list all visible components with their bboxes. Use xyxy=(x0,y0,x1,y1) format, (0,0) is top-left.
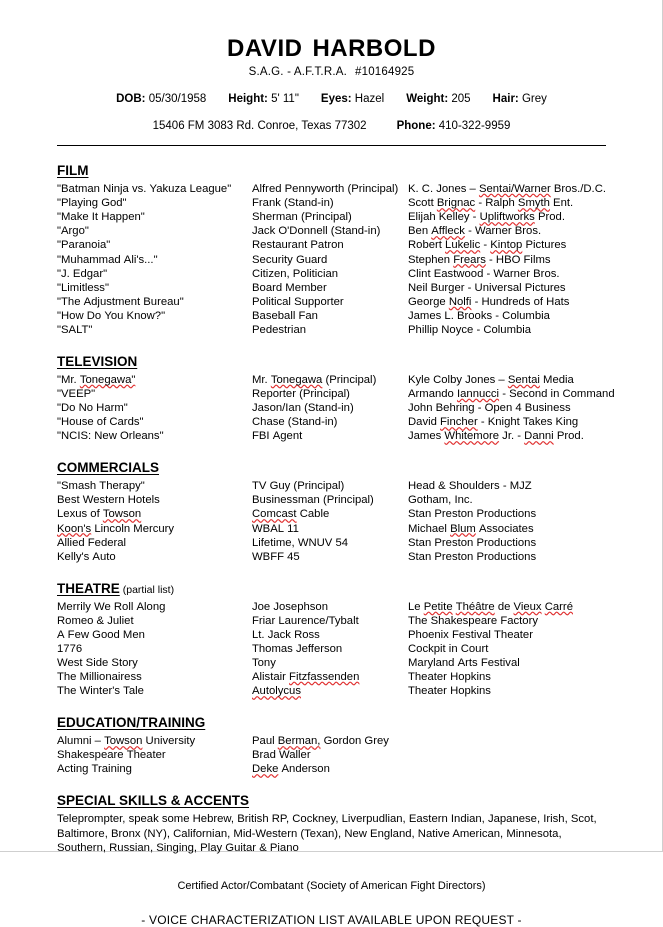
credit-role: FBI Agent xyxy=(252,430,303,443)
union-line xyxy=(57,66,606,78)
credit-row xyxy=(57,670,606,684)
section-note: (partial list) xyxy=(122,583,175,596)
contact-line xyxy=(57,120,606,132)
credit-role: Joe Josephson xyxy=(252,600,328,613)
credit-title: West Side Story xyxy=(57,657,138,669)
credit-row xyxy=(57,614,606,628)
credit-row xyxy=(57,536,606,550)
credit-title: Acting Training xyxy=(57,763,132,776)
weight-value: 205 xyxy=(451,93,471,106)
skills-text: Teleprompter, speak some Hebrew, British RP, Cockney, Liverpudlian, Eastern Indian, Japanese, Irish, Scot, Baltimore, Bronx (NY), Californian, Mid-Western (Texan), New England, Native American, Minnesota, Southern, Russian, Singing, Play Guitar & Piano xyxy=(57,813,597,855)
credit-row xyxy=(57,323,606,337)
voice-characterization-note: - VOICE CHARACTERIZATION LIST AVAILABLE UPON REQUEST - xyxy=(141,913,522,927)
resume-content xyxy=(57,0,615,927)
section-title: THEATRE xyxy=(57,580,120,596)
credit-list xyxy=(57,600,606,699)
dob-label: DOB: xyxy=(116,93,146,106)
credit-role: Baseball Fan xyxy=(252,309,318,322)
credit-list xyxy=(57,373,615,443)
credit-company: Head & Shoulders - MJZ xyxy=(408,480,532,493)
union-id: #10164925 xyxy=(355,66,415,79)
credit-company xyxy=(408,734,606,748)
section-title: FILM xyxy=(57,163,89,179)
credit-company: Theater Hopkins xyxy=(408,685,491,698)
credit-role: Alfred Pennyworth (Principal) xyxy=(252,183,399,196)
hair-value: Grey xyxy=(521,93,547,106)
credit-role: Jack O'Donnell (Stand-in) xyxy=(252,225,381,238)
credit-company: David Fincher - Knight Takes King xyxy=(408,416,579,429)
credit-row xyxy=(57,182,606,196)
credit-title: "Limitless" xyxy=(57,281,109,294)
credit-row xyxy=(57,309,606,323)
credit-list xyxy=(57,734,606,776)
credit-row xyxy=(57,281,606,295)
credit-company: Robert Lukelic - Kintop Pictures xyxy=(408,239,567,252)
credit-title: "SALT" xyxy=(57,323,93,336)
union-affiliations: S.A.G. - A.F.T.R.A. xyxy=(248,66,347,79)
credit-company: Stan Preston Productions xyxy=(408,508,537,521)
first-name: DAVID xyxy=(227,35,303,62)
credit-company: Clint Eastwood - Warner Bros. xyxy=(408,267,560,280)
credit-company: James Whitemore Jr. - Danni Prod. xyxy=(408,430,584,443)
certification-note: Certified Actor/Combatant (Society of American Fight Directors) xyxy=(177,880,486,893)
credit-role: TV Guy (Principal) xyxy=(252,480,345,493)
section-title: SPECIAL SKILLS & ACCENTS xyxy=(57,793,250,809)
credit-company: Le Petite Théâtre de Vieux Carré xyxy=(408,600,573,613)
credit-role: Alistair Fitzfassenden xyxy=(252,671,360,684)
height-label: Height: xyxy=(228,93,268,106)
credit-row xyxy=(57,401,606,415)
credit-company: Stan Preston Productions xyxy=(408,536,537,549)
credit-row xyxy=(57,628,606,642)
credit-row xyxy=(57,550,606,564)
credit-title: Best Western Hotels xyxy=(57,494,160,507)
credit-row xyxy=(57,373,606,387)
credit-title: "Make It Happen" xyxy=(57,211,145,224)
credit-row xyxy=(57,479,606,493)
credit-row xyxy=(57,684,606,698)
credit-role: Jason/Ian (Stand-in) xyxy=(252,402,354,415)
credit-list xyxy=(57,182,606,337)
section-heading xyxy=(57,355,606,370)
section-heading xyxy=(57,461,606,476)
credit-company: Kyle Colby Jones – Sentai Media xyxy=(408,373,574,386)
credit-company: James L. Brooks - Columbia xyxy=(408,309,550,322)
eyes-label: Eyes: xyxy=(320,93,352,106)
credit-company xyxy=(408,762,606,776)
dob-group xyxy=(116,93,206,105)
credit-role: Lifetime, WNUV 54 xyxy=(252,536,349,549)
credit-company xyxy=(408,748,606,762)
credit-title: "Argo" xyxy=(57,225,89,238)
credit-title: Koon's Lincoln Mercury xyxy=(57,522,175,535)
credit-role: Frank (Stand-in) xyxy=(252,197,334,210)
credit-title: The Millionairess xyxy=(57,671,142,684)
credit-role: Chase (Stand-in) xyxy=(252,416,338,429)
credit-company: Ben Affleck - Warner Bros. xyxy=(408,225,542,238)
credit-title: "House of Cards" xyxy=(57,416,144,429)
credit-title: "Batman Ninja vs. Yakuza League" xyxy=(57,183,232,196)
credit-title: A Few Good Men xyxy=(57,628,145,641)
credit-role: Paul Berman, Gordon Grey xyxy=(252,735,389,748)
credit-role: Security Guard xyxy=(252,253,328,266)
credit-title: "VEEP" xyxy=(57,388,96,400)
credit-company: John Behring - Open 4 Business xyxy=(408,402,571,415)
header-divider xyxy=(57,145,606,146)
credit-title: "Paranoia" xyxy=(57,239,111,252)
credit-role: Lt. Jack Ross xyxy=(252,628,320,641)
credit-row xyxy=(57,238,606,252)
last-name: HARBOLD xyxy=(312,35,436,62)
credit-role: Deke Anderson xyxy=(252,763,330,776)
credit-row xyxy=(57,387,615,401)
credit-role: Thomas Jefferson xyxy=(252,642,343,655)
credit-title: 1776 xyxy=(57,642,83,655)
credit-company: Maryland Arts Festival xyxy=(408,657,520,669)
credit-role: Friar Laurence/Tybalt xyxy=(252,614,359,627)
credit-title: "J. Edgar" xyxy=(57,267,108,280)
section-television xyxy=(57,354,615,443)
credit-title: Alumni – Towson University xyxy=(57,735,196,748)
credit-company: Scott Brignac - Ralph Smyth Ent. xyxy=(408,197,574,210)
weight-group xyxy=(406,93,470,105)
section-film xyxy=(57,164,606,337)
credit-row xyxy=(57,762,606,776)
credit-row xyxy=(57,429,606,443)
credit-role: Sherman (Principal) xyxy=(252,211,352,224)
hair-group xyxy=(493,93,547,105)
eyes-group xyxy=(321,93,384,105)
credit-role: Autolycus xyxy=(252,685,301,698)
credit-company: The Shakespeare Factory xyxy=(408,614,538,627)
credit-title: "How Do You Know?" xyxy=(57,309,166,322)
credit-row xyxy=(57,210,606,224)
section-commercials xyxy=(57,461,606,563)
credit-role: Pedestrian xyxy=(252,323,307,336)
credit-company: George Nolfi - Hundreds of Hats xyxy=(408,295,570,308)
dob-value: 05/30/1958 xyxy=(148,93,207,106)
section-theatre xyxy=(57,582,606,699)
credit-company: Theater Hopkins xyxy=(408,671,491,684)
credit-company: Gotham, Inc. xyxy=(408,494,473,507)
credit-title: Shakespeare Theater xyxy=(57,749,166,762)
credit-title: Allied Federal xyxy=(57,536,127,549)
credit-row xyxy=(57,600,606,614)
section-title: COMMERCIALS xyxy=(57,460,159,476)
phone-value: 410-322-9959 xyxy=(438,120,511,133)
section-special-skills xyxy=(57,794,606,856)
credit-title: Kelly's Auto xyxy=(57,550,116,563)
phone-label: Phone: xyxy=(396,120,436,133)
credit-title: Lexus of Towson xyxy=(57,508,142,521)
height-value: 5' 11" xyxy=(271,93,299,106)
mailing-address: 15406 FM 3083 Rd. Conroe, Texas 77302 xyxy=(152,120,367,133)
eyes-value: Hazel xyxy=(354,93,385,106)
credit-role: Restaurant Patron xyxy=(252,239,344,252)
credit-role: Board Member xyxy=(252,281,327,294)
section-title: TELEVISION xyxy=(57,354,138,370)
credit-row xyxy=(57,507,606,521)
credit-company: Armando Iannucci - Second in Command xyxy=(408,388,615,400)
credit-row xyxy=(57,748,606,762)
credit-title: Merrily We Roll Along xyxy=(57,600,166,613)
section-title: EDUCATION/TRAINING xyxy=(57,715,206,731)
credit-row xyxy=(57,253,606,267)
credit-role: Citizen, Politician xyxy=(252,267,339,280)
credit-title: "NCIS: New Orleans" xyxy=(57,430,164,443)
credit-title: "Do No Harm" xyxy=(57,402,128,415)
credit-title: The Winter's Tale xyxy=(57,685,144,698)
credit-company: Neil Burger - Universal Pictures xyxy=(408,281,566,294)
credit-title: "Smash Therapy" xyxy=(57,480,145,493)
credit-row xyxy=(57,734,606,748)
credit-role: Brad Waller xyxy=(252,749,311,762)
credit-company: K. C. Jones – Sentai/Warner Bros./D.C. xyxy=(408,183,606,196)
credit-title: "Mr. Tonegawa" xyxy=(57,373,136,386)
section-education xyxy=(57,716,606,776)
credit-company: Cockpit in Court xyxy=(408,642,489,655)
credit-company: Stan Preston Productions xyxy=(408,550,537,563)
credit-row xyxy=(57,224,606,238)
phone-group xyxy=(397,120,511,132)
section-heading xyxy=(57,716,606,731)
credit-list xyxy=(57,479,606,564)
credit-role: Mr. Tonegawa (Principal) xyxy=(252,373,377,386)
credit-row xyxy=(57,642,606,656)
credit-row xyxy=(57,656,606,670)
credit-row xyxy=(57,295,606,309)
credit-title: "The Adjustment Bureau" xyxy=(57,295,184,308)
credit-row xyxy=(57,415,606,429)
credit-company: Michael Blum Associates xyxy=(408,522,534,535)
credit-row xyxy=(57,522,606,536)
credit-title: Romeo & Juliet xyxy=(57,614,134,627)
credit-company: Stephen Frears - HBO Films xyxy=(408,253,551,266)
section-heading xyxy=(57,794,606,809)
vital-stats xyxy=(57,93,606,105)
credit-role: Comcast Cable xyxy=(252,508,330,521)
page-title xyxy=(57,36,606,61)
height-group xyxy=(228,93,299,105)
credit-title: "Playing God" xyxy=(57,197,127,210)
credit-company: Phoenix Festival Theater xyxy=(408,628,533,641)
credit-role: Reporter (Principal) xyxy=(252,388,350,400)
credit-role: WBAL 11 xyxy=(252,522,299,535)
credit-row xyxy=(57,196,606,210)
section-heading xyxy=(57,164,606,179)
credit-company: Elijah Kelley - Upliftworks Prod. xyxy=(408,211,565,224)
hair-label: Hair: xyxy=(492,93,519,106)
weight-label: Weight: xyxy=(406,93,449,106)
credit-title: "Muhammad Ali's..." xyxy=(57,253,158,266)
credit-sections xyxy=(57,163,615,776)
credit-role: Political Supporter xyxy=(252,295,344,308)
credit-role: Businessman (Principal) xyxy=(252,494,374,507)
credit-role: Tony xyxy=(252,657,276,669)
credit-role: WBFF 45 xyxy=(252,550,300,563)
credit-row xyxy=(57,493,606,507)
credit-company: Phillip Noyce - Columbia xyxy=(408,323,532,336)
section-heading xyxy=(57,582,606,597)
credit-row xyxy=(57,267,606,281)
